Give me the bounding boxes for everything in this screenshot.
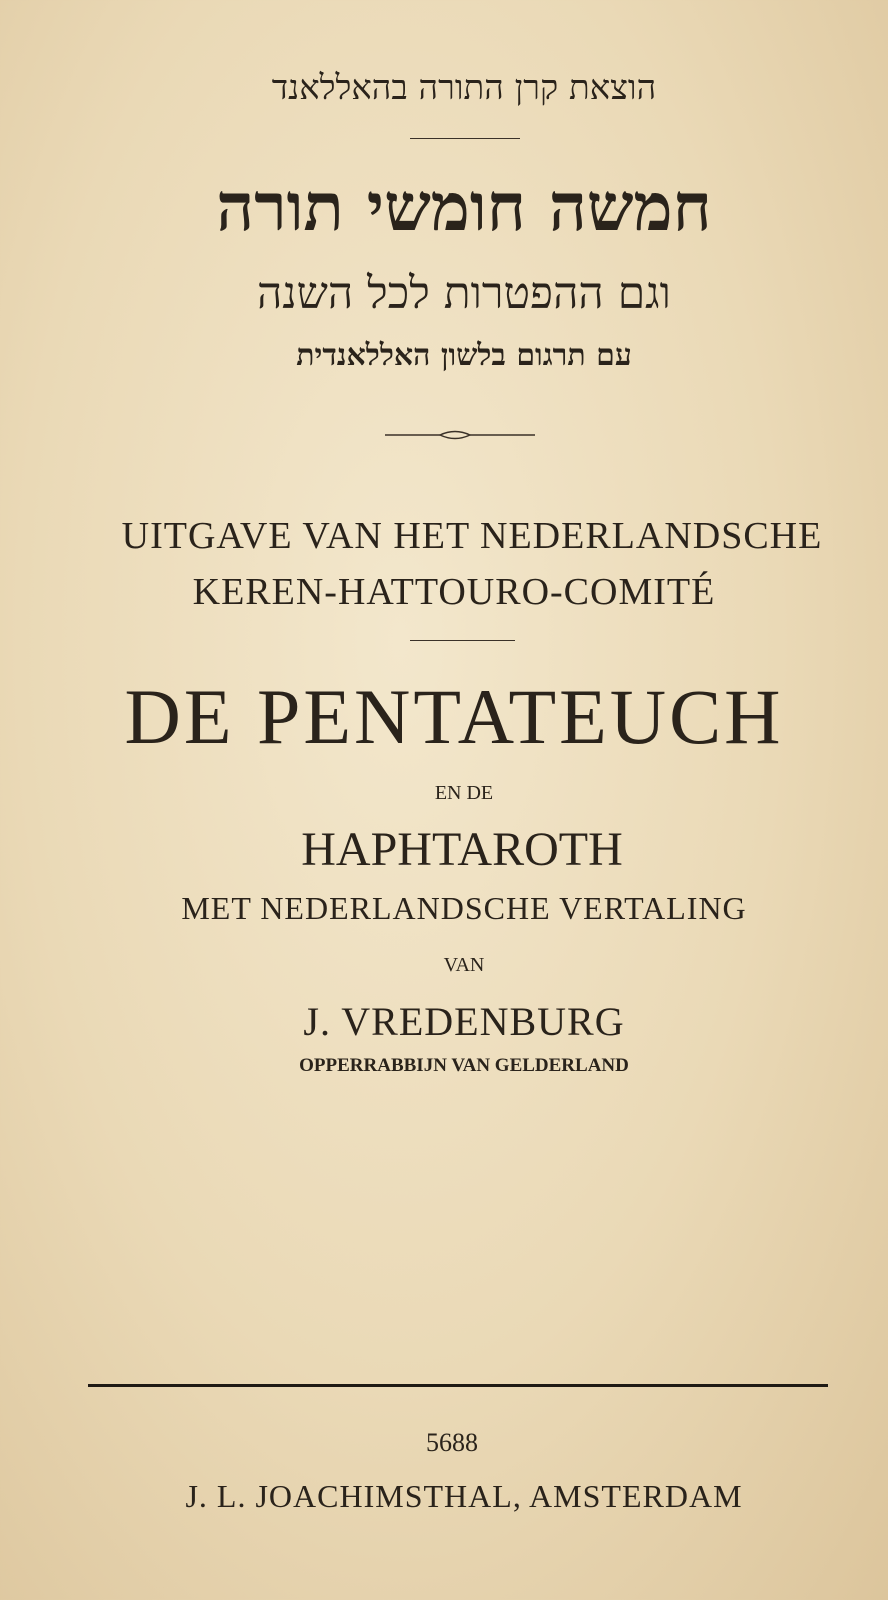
- bottom-rule: [88, 1384, 828, 1387]
- dutch-publisher-line-1: UITGAVE VAN HET NEDERLANDSCHE: [121, 515, 823, 557]
- divider-rule-1: [410, 138, 520, 139]
- imprint-publisher: J. L. JOACHIMSTHAL, AMSTERDAM: [185, 1478, 743, 1514]
- haphtaroth-title: HAPHTAROTH: [301, 823, 623, 876]
- hebrew-translation-note: עם תרגום בלשון האללאנדית: [296, 338, 632, 373]
- dutch-publisher-line-2: KEREN-HATTOURO-COMITÉ: [192, 571, 716, 613]
- dutch-title: DE PENTATEUCH: [124, 673, 784, 760]
- author-title: OPPERRABBIJN VAN GELDERLAND: [299, 1055, 629, 1076]
- ornament-divider: [385, 425, 535, 445]
- hebrew-publisher: הוצאת קרן התורה בהאללאנד: [271, 68, 657, 108]
- imprint-year: 5688: [426, 1428, 478, 1457]
- hebrew-title: חמשה חומשי תורה: [216, 168, 712, 246]
- van-label: VAN: [443, 954, 485, 976]
- translation-line: MET NEDERLANDSCHE VERTALING: [181, 890, 747, 926]
- divider-rule-2: [410, 640, 515, 641]
- author-name: J. VREDENBURG: [303, 999, 625, 1044]
- hebrew-subtitle: וגם ההפטרות לכל השנה: [257, 268, 671, 319]
- en-de-label: EN DE: [434, 782, 494, 804]
